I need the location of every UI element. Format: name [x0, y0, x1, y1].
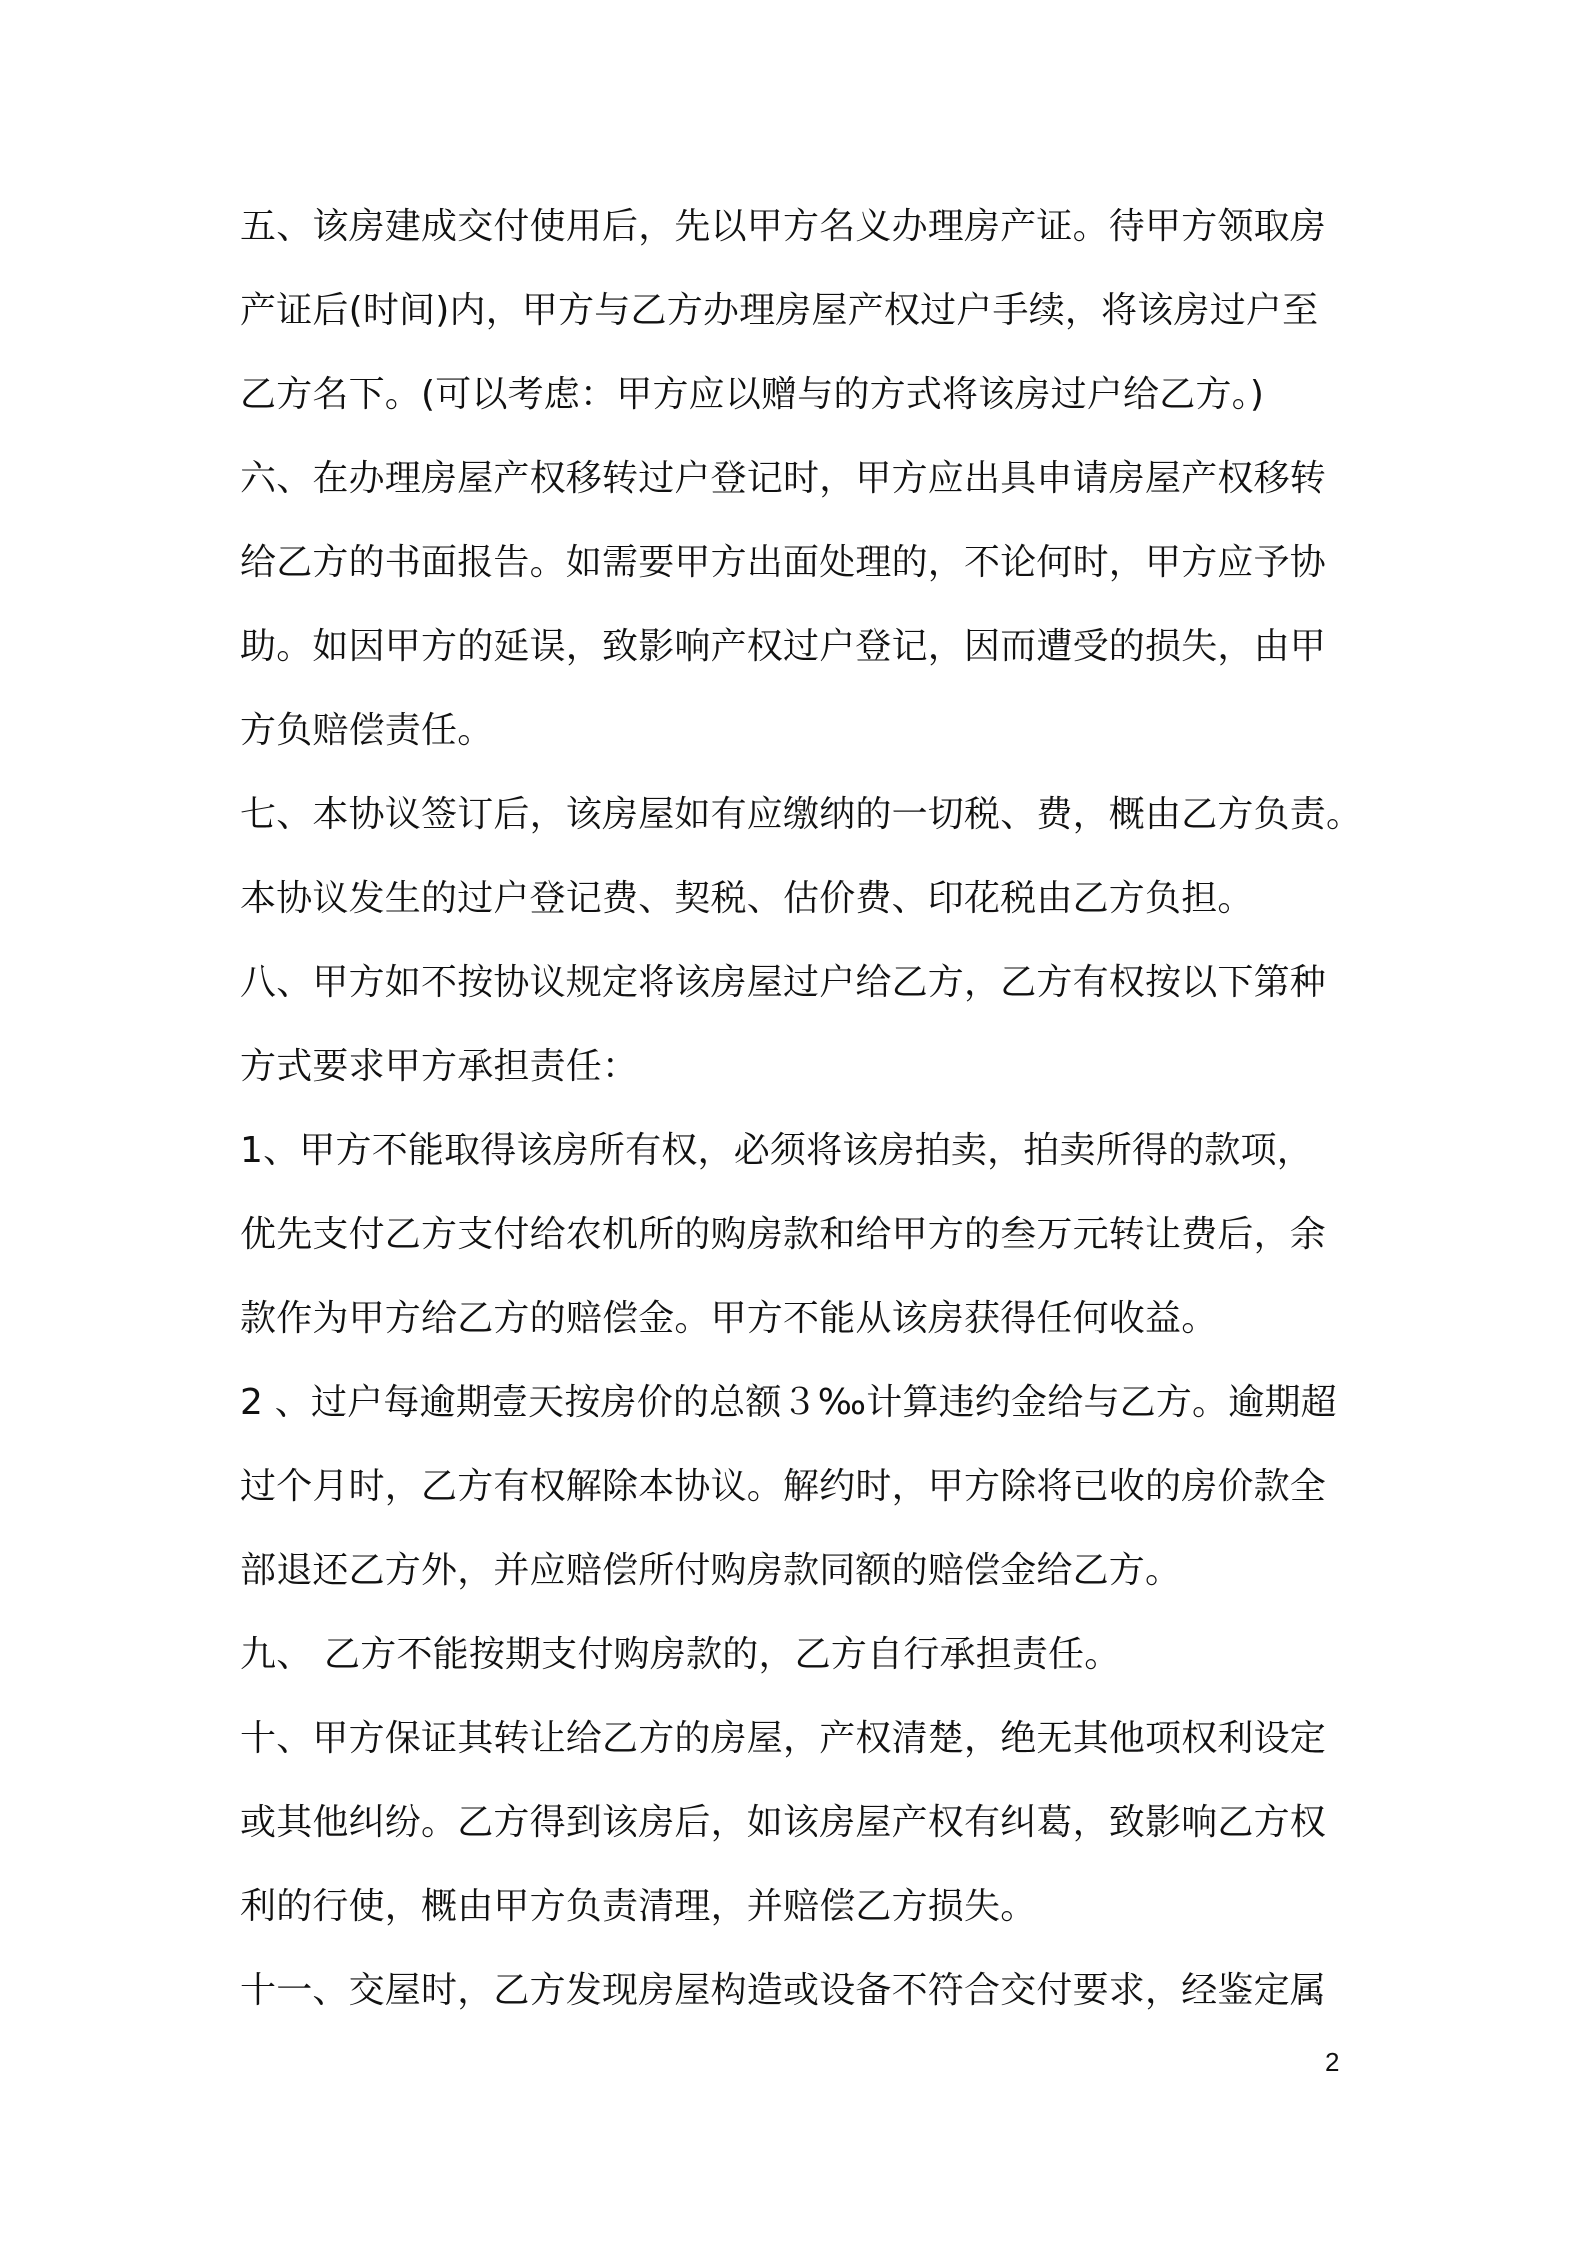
text-line: 十、甲方保证其转让给乙方的房屋，产权清楚，绝无其他项权利设定 — [240, 1718, 1327, 1759]
text-line: 方式要求甲方承担责任： — [240, 1046, 639, 1087]
text-line: 五、该房建成交付使用后，先以甲方名义办理房产证。待甲方领取房 — [240, 206, 1327, 247]
text-line: 助。如因甲方的延误，致影响产权过户登记，因而遭受的损失，由甲 — [240, 626, 1327, 667]
text-line: 十一、交屋时，乙方发现房屋构造或设备不符合交付要求，经鉴定属 — [240, 1970, 1327, 2011]
text-line: 优先支付乙方支付给农机所的购房款和给甲方的叁万元转让费后，余 — [240, 1214, 1327, 1255]
text-line: 六、在办理房屋产权移转过户登记时，甲方应出具申请房屋产权移转 — [240, 458, 1327, 499]
text-line: 乙方名下。(可以考虑：甲方应以赠与的方式将该房过户给乙方。) — [240, 374, 1265, 415]
text-line: 本协议发生的过户登记费、契税、估价费、印花税由乙方负担。 — [240, 878, 1254, 919]
text-line: 方负赔偿责任。 — [240, 710, 494, 751]
text-line: 八、甲方如不按协议规定将该房屋过户给乙方，乙方有权按以下第种 — [240, 962, 1327, 1003]
text-line: 部退还乙方外，并应赔偿所付购房款同额的赔偿金给乙方。 — [240, 1550, 1182, 1591]
document-body — [240, 205, 1363, 2053]
text-line: 给乙方的书面报告。如需要甲方出面处理的，不论何时，甲方应予协 — [240, 542, 1327, 583]
page-number: 2 — [1325, 2047, 1340, 2077]
text-line: 九、 乙方不能按期支付购房款的，乙方自行承担责任。 — [240, 1634, 1121, 1675]
text-line: 或其他纠纷。乙方得到该房后，如该房屋产权有纠葛，致影响乙方权 — [240, 1802, 1327, 1843]
text-line: 产证后(时间)内，甲方与乙方办理房屋产权过户手续，将该房过户至 — [240, 290, 1319, 331]
text-line: 七、本协议签订后，该房屋如有应缴纳的一切税、费，概由乙方负责。 — [240, 794, 1363, 835]
text-line: 款作为甲方给乙方的赔偿金。甲方不能从该房获得任何收益。 — [240, 1298, 1218, 1339]
text-line: 2 、过户每逾期壹天按房价的总额３‰计算违约金给与乙方。逾期超 — [240, 1382, 1337, 1423]
text-line: 过个月时，乙方有权解除本协议。解约时，甲方除将已收的房价款全 — [240, 1466, 1327, 1507]
text-line: 利的行使，概由甲方负责清理，并赔偿乙方损失。 — [240, 1886, 1037, 1927]
text-line: 1、甲方不能取得该房所有权，必须将该房拍卖，拍卖所得的款项， — [240, 1130, 1313, 1171]
